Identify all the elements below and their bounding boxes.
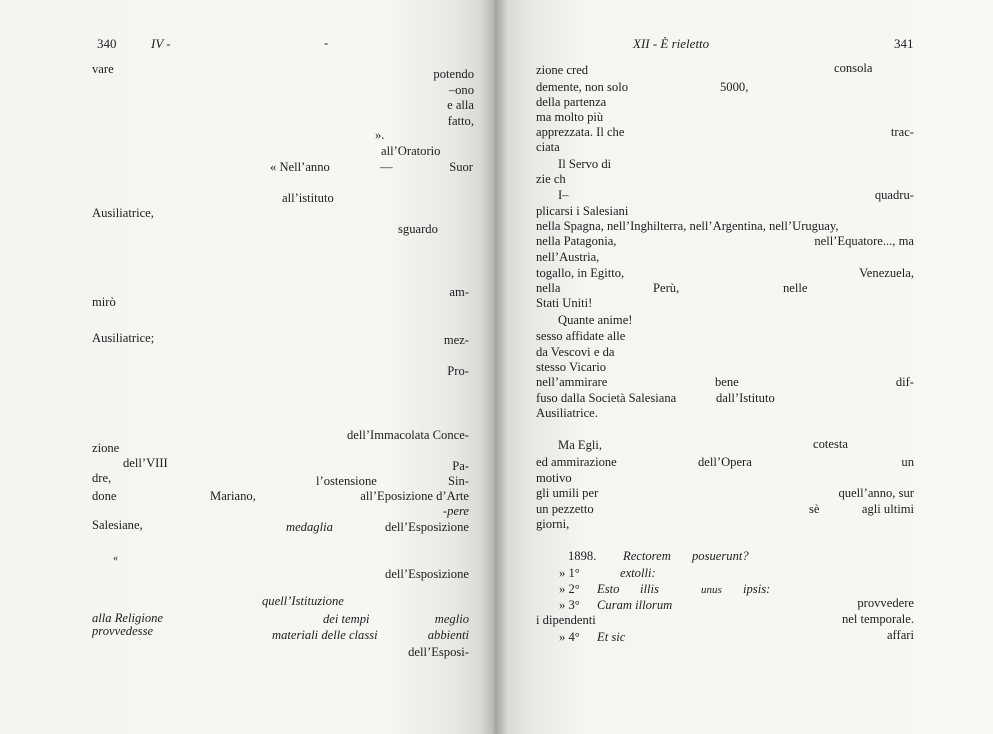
text-line: dre, — [92, 471, 112, 485]
text-line: Et sic — [597, 630, 626, 644]
text-line: mirò — [92, 295, 116, 309]
text-line: vare — [92, 62, 114, 76]
text-line: zie ch — [536, 172, 566, 186]
running-head-left: IV - — [151, 36, 171, 51]
text-line: Ausiliatrice; — [92, 331, 155, 345]
text-line: Ausiliatrice. — [536, 406, 598, 420]
text-line: Salesiane, — [92, 518, 143, 532]
text-line: I– — [558, 188, 569, 202]
text-line: potendo — [433, 67, 474, 81]
text-line: » 2° — [559, 582, 580, 596]
text-line: quell’Istituzione — [262, 594, 344, 608]
text-line: nell’Equatore..., ma — [814, 234, 914, 248]
text-line: nella — [536, 281, 561, 295]
text-line: nella Patagonia, — [536, 234, 617, 248]
text-line: dell’Immacolata Conce- — [346, 428, 469, 442]
text-line: Esto — [597, 582, 620, 596]
text-line: materiali delle classi — [272, 628, 378, 642]
text-line: all’Oratorio — [381, 144, 441, 158]
page-number-right: 341 — [894, 36, 914, 51]
text-line: demente, non solo — [536, 80, 628, 94]
text-line: i dipendenti — [536, 613, 596, 627]
text-line: cotesta — [813, 437, 848, 451]
text-line: Il Servo di — [558, 157, 612, 171]
text-line: -pere — [442, 504, 469, 518]
text-line: un pezzetto — [536, 502, 594, 516]
text-line: della partenza — [536, 95, 607, 109]
text-line: dall’Istituto — [716, 391, 775, 405]
text-line: ipsis: — [743, 582, 771, 596]
text-line: nel temporale. — [841, 612, 914, 626]
text-line: un — [901, 455, 914, 469]
text-line: provvedere — [857, 596, 914, 610]
text-line: nell’ammirare — [536, 375, 608, 389]
text-line: Mariano, — [210, 489, 256, 503]
text-line: giorni, — [536, 517, 570, 531]
text-line: sguardo — [398, 222, 438, 236]
text-line: plicarsi i Salesiani — [536, 204, 629, 218]
text-line: ed ammirazione — [536, 455, 617, 469]
text-line: nella Spagna, nell’Inghilterra, nell’Argentina, nell’Uruguay, — [536, 219, 839, 233]
text-line: Rectorem — [623, 549, 671, 563]
page-number-left: 340 — [97, 36, 117, 51]
text-line: affari — [886, 628, 914, 642]
text-line: dell’VIII — [123, 456, 168, 470]
text-line: extolli: — [620, 566, 656, 580]
text-line: dell’Esposizione — [385, 520, 469, 534]
text-line: ciata — [536, 140, 560, 154]
text-line: bene — [715, 375, 739, 389]
text-line: motivo — [536, 471, 572, 485]
text-line: zione cred — [536, 63, 589, 77]
text-line: dell’Esposizione — [385, 567, 469, 581]
text-line: alla Religione — [92, 611, 163, 625]
text-line: « Nell’anno — [270, 160, 330, 174]
text-line: sè — [809, 502, 820, 516]
text-line: all’Eposizione d’Arte — [360, 489, 469, 503]
text-line: agli ultimi — [861, 502, 914, 516]
text-line: dif- — [895, 375, 914, 389]
text-line: » 1° — [559, 566, 580, 580]
text-line: –ono — [448, 83, 474, 97]
text-line: dell’Esposi- — [408, 645, 469, 659]
text-line: mez- — [443, 333, 469, 347]
text-line: illis — [640, 582, 659, 596]
text-line: Quante anime! — [558, 313, 633, 327]
text-line: dei tempi — [323, 612, 370, 626]
text-line: unus — [701, 584, 722, 596]
text-line: apprezzata. Il che — [536, 125, 625, 139]
text-line: fuso dalla Società Salesiana — [536, 391, 677, 405]
text-line: togallo, in Egitto, — [536, 266, 625, 280]
text-line: all’istituto — [282, 191, 334, 205]
text-line: Ausiliatrice, — [92, 206, 154, 220]
text-line: Sin- — [448, 474, 469, 488]
text-line: nelle — [783, 281, 808, 295]
right-page — [493, 0, 993, 734]
text-line: sesso affidate alle — [536, 329, 626, 343]
text-line: ma molto più — [536, 110, 604, 124]
text-line: » 3° — [559, 598, 580, 612]
text-line: — — [380, 160, 393, 174]
text-line: zione — [92, 441, 120, 455]
text-line: quadru- — [874, 188, 914, 202]
text-line: provvedesse — [92, 624, 154, 638]
text-line: e alla — [447, 98, 474, 112]
text-line: 5000, — [720, 80, 749, 94]
text-line: » 4° — [559, 630, 580, 644]
running-head-right: XII - È rieletto — [633, 36, 710, 51]
text-line: Stati Uniti! — [536, 296, 593, 310]
text-line: done — [92, 489, 117, 503]
text-line: gli umili per — [536, 486, 599, 500]
text-line: l’ostensione — [316, 474, 377, 488]
text-line: Ma Egli, — [558, 438, 603, 452]
text-line: fatto, — [447, 114, 474, 128]
header-mark: - — [324, 36, 329, 50]
text-line: am- — [449, 285, 469, 299]
text-line: Pa- — [452, 459, 469, 473]
text-line: nell’Austria, — [536, 250, 600, 264]
text-line: Suor — [449, 160, 473, 174]
text-line: consola — [834, 61, 873, 75]
text-line: dell’Opera — [698, 455, 752, 469]
text-line: Perù, — [653, 281, 680, 295]
text-line: posuerunt? — [692, 549, 749, 563]
text-line: Venezuela, — [859, 266, 914, 280]
text-line: stesso Vicario — [536, 360, 607, 374]
text-line: 1898. — [568, 549, 597, 563]
text-line: medaglia — [286, 520, 333, 534]
text-line: Curam illorum — [597, 598, 673, 612]
left-page: 340 IV - - vare potendo –ono e alla fatto, ». all’Oratorio « Nell’anno — Suor all’istituto Ausiliatrice, sguardo am- mirò Ausiliatrice; mez- Pro- dell’Immacolata Conce- zione dell’VIII Pa- dre, l’ostensione Sin- done Mariano, all’Eposizione d’Arte -pere Salesiane, medaglia dell’Esposizione « dell’Esposizione quell’Istituzione alla Religione dei tempi meglio provvedesse materiali delle classi abbienti dell’Esposi- — [0, 0, 493, 734]
text-line: trac- — [890, 125, 914, 139]
text-line: Pro- — [447, 364, 469, 378]
text-line: quell’anno, sur — [838, 486, 914, 500]
text-line: abbienti — [427, 628, 469, 642]
text-line: da Vescovi e da — [536, 345, 615, 359]
text-line: meglio — [434, 612, 469, 626]
book-gutter — [480, 0, 508, 734]
text-line: ». — [375, 128, 385, 142]
